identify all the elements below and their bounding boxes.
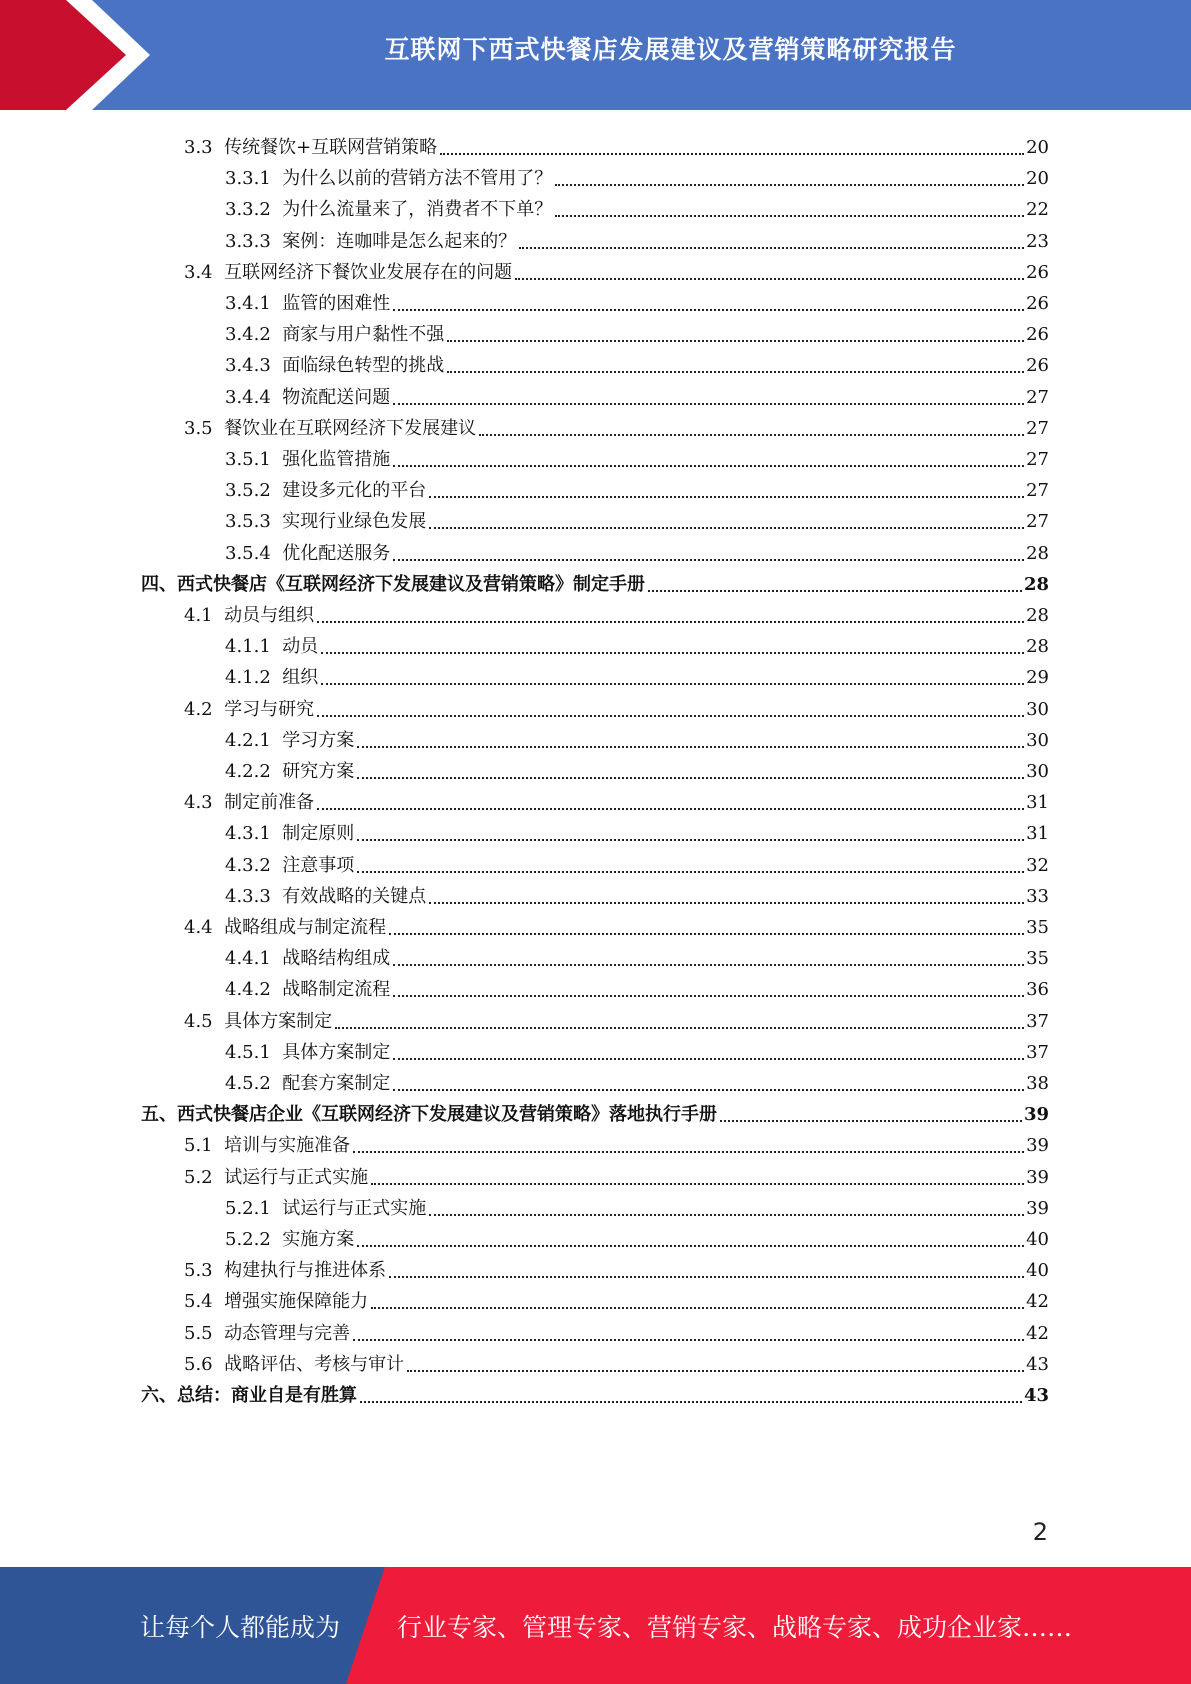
toc-entry-page: 23 xyxy=(1026,230,1049,252)
toc-dot-leader xyxy=(357,838,1024,841)
toc-dot-leader xyxy=(357,745,1024,748)
toc-entry-page: 26 xyxy=(1026,355,1049,377)
toc-entry-page: 30 xyxy=(1026,761,1049,782)
toc-entry-page: 26 xyxy=(1026,324,1049,346)
toc-entry[interactable] xyxy=(225,877,1049,908)
toc-dot-leader xyxy=(479,433,1024,436)
toc-entry[interactable] xyxy=(184,1158,1049,1189)
toc-entry-title: 4.3.1 制定原则 xyxy=(225,823,355,845)
page-header xyxy=(0,0,1191,110)
footer-slogan-right: 行业专家、管理专家、营销专家、战略专家、成功企业家…… xyxy=(397,1612,1073,1642)
toc-entry-title: 4.1.2 组织 xyxy=(225,667,319,689)
toc-dot-leader xyxy=(393,308,1024,311)
toc-entry-title: 3.5 餐饮业在互联网经济下发展建议 xyxy=(184,417,477,439)
toc-entry[interactable] xyxy=(225,471,1049,502)
toc-entry[interactable] xyxy=(225,222,1049,253)
toc-entry[interactable] xyxy=(225,440,1049,471)
toc-entry-title: 3.4.3 面临绿色转型的挑战 xyxy=(225,355,445,377)
toc-dot-leader xyxy=(317,620,1024,623)
toc-entry-page: 28 xyxy=(1023,573,1049,595)
toc-dot-leader xyxy=(429,901,1024,904)
toc-entry[interactable] xyxy=(225,1220,1049,1251)
toc-entry[interactable] xyxy=(225,721,1049,752)
toc-entry-title: 4.2.2 研究方案 xyxy=(225,761,355,782)
toc-entry[interactable] xyxy=(225,627,1049,658)
toc-dot-leader xyxy=(393,558,1024,561)
toc-entry-page: 42 xyxy=(1026,1322,1049,1344)
toc-entry[interactable] xyxy=(225,814,1049,845)
toc-entry[interactable] xyxy=(141,1376,1049,1407)
toc-dot-leader xyxy=(393,1088,1024,1091)
page-header-title: 互联网下西式快餐店发展建议及营销策略研究报告 xyxy=(384,35,957,64)
toc-dot-leader xyxy=(321,651,1024,654)
toc-entry[interactable] xyxy=(225,378,1049,409)
toc-entry[interactable] xyxy=(184,1002,1049,1033)
toc-dot-leader xyxy=(389,1275,1024,1278)
toc-entry[interactable] xyxy=(225,970,1049,1001)
toc-dot-leader xyxy=(429,495,1024,498)
toc-dot-leader xyxy=(393,963,1024,966)
toc-entry-page: 20 xyxy=(1026,137,1049,158)
toc-entry-page: 30 xyxy=(1026,729,1049,751)
toc-entry-title: 3.3.1 为什么以前的营销方法不管用了？ xyxy=(225,168,553,190)
toc-dot-leader xyxy=(321,682,1024,685)
toc-entry-title: 四、西式快餐店《互联网经济下发展建议及营销策略》制定手册 xyxy=(141,573,645,595)
toc-entry[interactable] xyxy=(225,1033,1049,1064)
toc-dot-leader xyxy=(555,183,1024,186)
toc-entry-title: 4.2 学习与研究 xyxy=(184,698,315,720)
toc-entry-title: 5.2.2 实施方案 xyxy=(225,1229,355,1250)
toc-entry-title: 六、总结：商业自是有胜算 xyxy=(141,1385,357,1406)
toc-entry-title: 5.1 培训与实施准备 xyxy=(184,1135,351,1157)
toc-entry-page: 37 xyxy=(1026,1010,1049,1032)
toc-entry-title: 3.5.2 建设多元化的平台 xyxy=(225,480,427,502)
toc-entry-page: 27 xyxy=(1026,511,1049,533)
toc-entry-title: 5.6 战略评估、考核与审计 xyxy=(184,1353,405,1375)
toc-entry-title: 3.5.4 优化配送服务 xyxy=(225,542,391,564)
toc-dot-leader xyxy=(515,277,1024,280)
toc-entry-page: 20 xyxy=(1026,168,1049,190)
page-footer xyxy=(0,1567,1191,1684)
toc-entry-title: 3.5.3 实现行业绿色发展 xyxy=(225,511,427,533)
toc-dot-leader xyxy=(353,1338,1024,1341)
toc-entry[interactable] xyxy=(184,253,1049,284)
toc-dot-leader xyxy=(429,526,1024,529)
toc-entry-page: 39 xyxy=(1023,1104,1049,1126)
toc-entry-title: 4.3.2 注意事项 xyxy=(225,854,355,876)
toc-entry-title: 4.4.1 战略结构组成 xyxy=(225,948,391,970)
toc-entry[interactable] xyxy=(184,1251,1049,1282)
toc-entry[interactable] xyxy=(225,315,1049,346)
toc-dot-leader xyxy=(407,1369,1024,1372)
toc-entry[interactable] xyxy=(184,783,1049,814)
toc-entry[interactable] xyxy=(141,565,1049,596)
toc-dot-leader xyxy=(393,994,1024,997)
toc-dot-leader xyxy=(371,1306,1024,1309)
toc-entry-title: 3.4.2 商家与用户黏性不强 xyxy=(225,324,445,346)
toc-entry[interactable] xyxy=(184,1345,1049,1376)
toc-entry-page: 37 xyxy=(1026,1041,1049,1063)
toc-entry-page: 43 xyxy=(1026,1353,1049,1375)
toc-entry-page: 39 xyxy=(1026,1197,1049,1219)
toc-entry-title: 3.4.1 监管的困难性 xyxy=(225,293,391,314)
toc-entry-title: 4.5 具体方案制定 xyxy=(184,1010,333,1032)
toc-entry-title: 5.4 增强实施保障能力 xyxy=(184,1291,369,1313)
toc-dot-leader xyxy=(447,339,1024,342)
toc-entry-page: 43 xyxy=(1023,1385,1049,1406)
toc-entry[interactable] xyxy=(225,1189,1049,1220)
toc-entry-page: 26 xyxy=(1026,293,1049,314)
toc-entry-title: 3.4 互联网经济下餐饮业发展存在的问题 xyxy=(184,261,513,283)
toc-dot-leader xyxy=(519,246,1024,249)
toc-entry-page: 35 xyxy=(1026,948,1049,970)
toc-dot-leader xyxy=(357,776,1024,779)
toc-entry-title: 4.3.3 有效战略的关键点 xyxy=(225,885,427,907)
toc-entry[interactable] xyxy=(225,1064,1049,1095)
toc-entry-page: 30 xyxy=(1026,698,1049,720)
header-arrow-decoration xyxy=(0,0,150,110)
toc-dot-leader xyxy=(429,1213,1024,1216)
toc-entry-page: 27 xyxy=(1026,386,1049,408)
toc-entry-title: 3.5.1 强化监管措施 xyxy=(225,449,391,470)
toc-entry-page: 28 xyxy=(1026,542,1049,564)
toc-dot-leader xyxy=(720,1119,1022,1122)
toc-dot-leader xyxy=(353,1150,1024,1153)
toc-entry-title: 4.5.2 配套方案制定 xyxy=(225,1073,391,1094)
toc-dot-leader xyxy=(360,1400,1022,1403)
toc-entry-title: 5.5 动态管理与完善 xyxy=(184,1322,351,1344)
toc-dot-leader xyxy=(335,1026,1024,1029)
toc-entry-page: 28 xyxy=(1026,636,1049,658)
toc-dot-leader xyxy=(389,932,1024,935)
toc-entry[interactable] xyxy=(184,908,1049,939)
toc-entry-page: 32 xyxy=(1026,854,1049,876)
page-number: 2 xyxy=(1032,1518,1048,1546)
toc-entry-title: 4.1 动员与组织 xyxy=(184,605,315,626)
toc-dot-leader xyxy=(317,807,1024,810)
toc-dot-leader xyxy=(371,1182,1024,1185)
toc-entry[interactable] xyxy=(184,1314,1049,1345)
toc-entry[interactable] xyxy=(225,939,1049,970)
toc-entry[interactable] xyxy=(225,346,1049,377)
toc-entry-page: 38 xyxy=(1026,1073,1049,1094)
toc-dot-leader xyxy=(357,1244,1024,1247)
toc-entry-title: 4.1.1 动员 xyxy=(225,636,319,658)
toc-entry[interactable] xyxy=(225,190,1049,221)
toc-dot-leader xyxy=(648,589,1022,592)
toc-entry-title: 4.4 战略组成与制定流程 xyxy=(184,917,387,938)
toc-entry-page: 33 xyxy=(1026,885,1049,907)
toc-entry-title: 3.3 传统餐饮+互联网营销策略 xyxy=(184,137,438,158)
toc-entry-title: 4.4.2 战略制定流程 xyxy=(225,979,391,1001)
toc-entry-page: 39 xyxy=(1026,1166,1049,1188)
toc-dot-leader xyxy=(393,464,1024,467)
toc-entry-page: 27 xyxy=(1026,449,1049,470)
toc-entry[interactable] xyxy=(184,1126,1049,1157)
toc-entry-title: 4.5.1 具体方案制定 xyxy=(225,1041,391,1063)
toc-entry-title: 4.2.1 学习方案 xyxy=(225,729,355,751)
toc-dot-leader xyxy=(555,214,1024,217)
toc-entry[interactable] xyxy=(225,502,1049,533)
toc-entry-page: 29 xyxy=(1026,667,1049,689)
toc-entry-title: 4.3 制定前准备 xyxy=(184,792,315,814)
toc-entry-page: 28 xyxy=(1026,605,1049,626)
toc-entry[interactable] xyxy=(184,1282,1049,1313)
toc-entry-page: 39 xyxy=(1026,1135,1049,1157)
toc-entry-page: 22 xyxy=(1026,199,1049,221)
toc-entry[interactable] xyxy=(225,846,1049,877)
toc-entry-title: 5.3 构建执行与推进体系 xyxy=(184,1260,387,1282)
toc-entry-page: 26 xyxy=(1026,261,1049,283)
toc-entry-page: 36 xyxy=(1026,979,1049,1001)
toc-entry-title: 5.2.1 试运行与正式实施 xyxy=(225,1197,427,1219)
toc-entry[interactable] xyxy=(141,1095,1049,1126)
toc-entry-page: 31 xyxy=(1026,823,1049,845)
toc-entry[interactable] xyxy=(225,658,1049,689)
toc-dot-leader xyxy=(440,152,1024,155)
toc-entry-title: 5.2 试运行与正式实施 xyxy=(184,1166,369,1188)
toc-entry-title: 3.3.3 案例：连咖啡是怎么起来的？ xyxy=(225,230,517,252)
toc-dot-leader xyxy=(317,714,1024,717)
toc-entry[interactable] xyxy=(225,534,1049,565)
toc-entry-title: 五、西式快餐店企业《互联网经济下发展建议及营销策略》落地执行手册 xyxy=(141,1104,717,1126)
toc-entry[interactable] xyxy=(184,596,1049,627)
toc-entry-title: 3.3.2 为什么流量来了，消费者不下单？ xyxy=(225,199,553,221)
toc-entry-page: 27 xyxy=(1026,417,1049,439)
toc-entry-page: 35 xyxy=(1026,917,1049,938)
toc-entry[interactable] xyxy=(225,752,1049,783)
toc-entry-page: 31 xyxy=(1026,792,1049,814)
toc-entry[interactable] xyxy=(184,128,1049,159)
toc-entry[interactable] xyxy=(225,159,1049,190)
toc-entry-title: 3.4.4 物流配送问题 xyxy=(225,386,391,408)
toc-entry-page: 27 xyxy=(1026,480,1049,502)
toc-dot-leader xyxy=(393,1057,1024,1060)
toc-entry-page: 40 xyxy=(1026,1260,1049,1282)
toc-entry-page: 40 xyxy=(1026,1229,1049,1250)
footer-slogan-left: 让每个人都能成为 xyxy=(140,1612,341,1642)
toc-entry[interactable] xyxy=(184,690,1049,721)
toc-entry-page: 42 xyxy=(1026,1291,1049,1313)
toc-entry[interactable] xyxy=(225,284,1049,315)
toc-entry[interactable] xyxy=(184,409,1049,440)
toc-dot-leader xyxy=(357,870,1024,873)
toc-dot-leader xyxy=(447,370,1024,373)
toc-dot-leader xyxy=(393,402,1024,405)
